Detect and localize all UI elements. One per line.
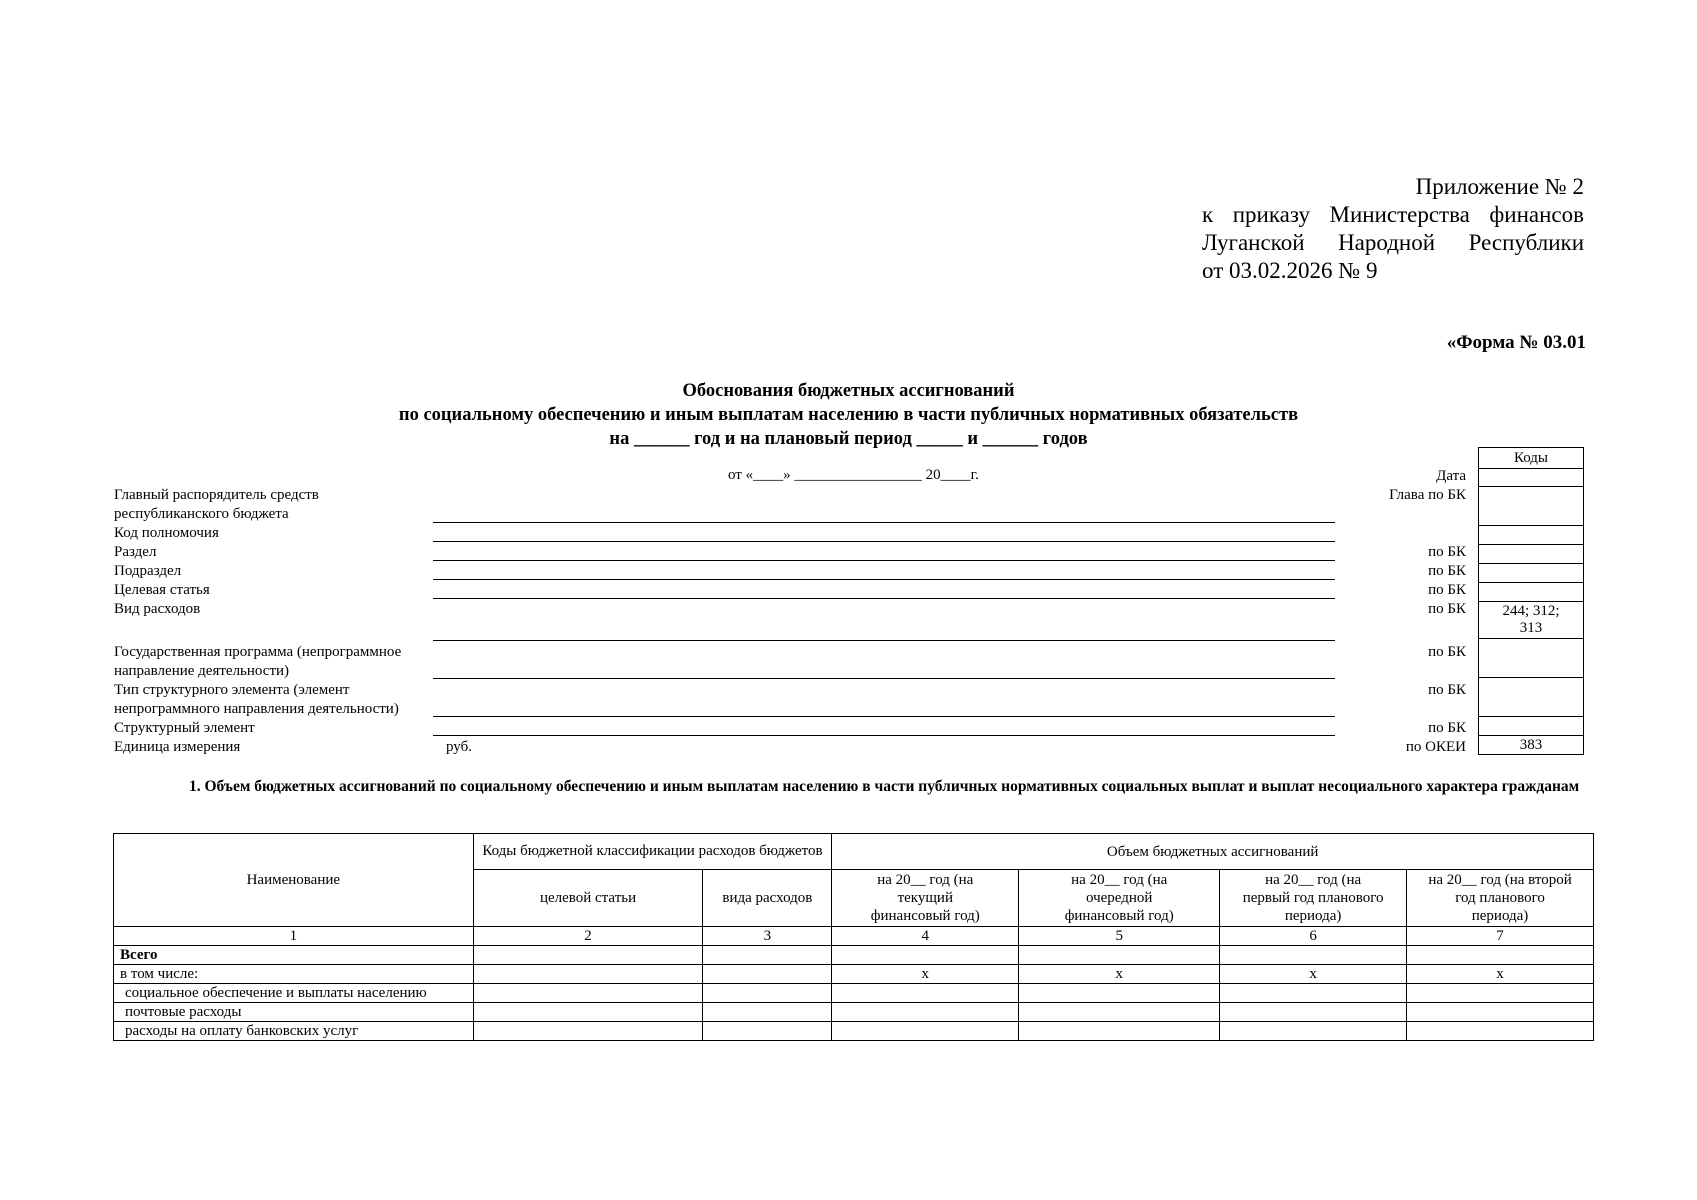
cell[interactable] xyxy=(832,984,1019,1003)
cell[interactable] xyxy=(1019,946,1220,965)
code-cell-chief[interactable] xyxy=(1479,487,1584,526)
cell[interactable]: x xyxy=(1019,965,1220,984)
code-cell-kind[interactable]: 244; 312; 313 xyxy=(1479,602,1584,639)
col-number: 3 xyxy=(703,927,832,946)
table-row xyxy=(114,1022,1594,1041)
cell[interactable] xyxy=(1407,946,1594,965)
unit-value: руб. xyxy=(446,739,472,755)
code-cell-subsection[interactable] xyxy=(1479,564,1584,583)
header-year-next: на 20__ год (на очередной финансовый год) xyxy=(1019,870,1220,927)
table-row xyxy=(114,965,1594,984)
field-line-chief[interactable] xyxy=(433,522,1335,523)
codes-table xyxy=(1478,447,1584,755)
codes-header: Коды xyxy=(1479,448,1584,469)
header-volume-group: Объем бюджетных ассигнований xyxy=(832,834,1594,870)
code-cell-element[interactable] xyxy=(1479,717,1584,736)
section-heading: 1. Объем бюджетных ассигнований по социальному обеспечению и иным выплатам населению в части публичных нормативных социальных выплат и выплат несоциального характера гражданам xyxy=(189,778,1580,795)
cell[interactable] xyxy=(473,1022,703,1041)
right-label-okei: по ОКЕИ xyxy=(1405,739,1466,755)
row-name-postal: почтовые расходы xyxy=(114,1003,474,1022)
header-year-plan-2: на 20__ год (на второй год планового периода) xyxy=(1407,870,1594,927)
cell[interactable] xyxy=(1407,1022,1594,1041)
row-name-including: в том числе: xyxy=(114,965,474,984)
cell[interactable]: x xyxy=(1220,965,1407,984)
table-row xyxy=(114,946,1594,965)
appendix-block xyxy=(1202,173,1584,285)
cell[interactable] xyxy=(1019,1003,1220,1022)
appendix-date-line: от 03.02.2026 № 9 xyxy=(1202,258,1378,283)
code-cell-authority[interactable] xyxy=(1479,526,1584,545)
header-target-article: целевой статьи xyxy=(473,870,703,927)
field-label-program: Государственная программа (непрограммное направление деятельности) xyxy=(114,644,402,679)
cell[interactable] xyxy=(703,965,832,984)
cell[interactable]: x xyxy=(832,965,1019,984)
cell[interactable] xyxy=(1019,1022,1220,1041)
table-row xyxy=(114,1003,1594,1022)
cell[interactable] xyxy=(473,965,703,984)
date-line: от «____» _________________ 20____г. xyxy=(728,467,979,483)
cell[interactable] xyxy=(473,984,703,1003)
cell[interactable] xyxy=(1019,984,1220,1003)
field-label-authority: Код полномочия xyxy=(114,525,219,541)
code-cell-okei[interactable]: 383 xyxy=(1479,736,1584,755)
document-period-line: на ______ год и на плановый период _____ и ______ годов xyxy=(609,429,1088,449)
field-label-subsection: Подраздел xyxy=(114,563,182,579)
right-label-subsection: по БК xyxy=(1428,563,1466,579)
right-label-target: по БК xyxy=(1428,582,1466,598)
code-cell-program[interactable] xyxy=(1479,639,1584,678)
field-label-element: Структурный элемент xyxy=(114,720,255,736)
field-line-target[interactable] xyxy=(433,598,1335,599)
code-cell-target[interactable] xyxy=(1479,583,1584,602)
cell[interactable] xyxy=(1220,984,1407,1003)
form-number: «Форма № 03.01 xyxy=(1446,332,1586,353)
cell[interactable] xyxy=(703,1022,832,1041)
row-name-total: Всего xyxy=(114,946,474,965)
right-label-kind: по БК xyxy=(1428,601,1466,617)
appendix-republic-line: Луганской Народной Республики xyxy=(1202,230,1584,255)
right-label-section: по БК xyxy=(1428,544,1466,560)
header-kind-of-expense: вида расходов xyxy=(703,870,832,927)
cell[interactable] xyxy=(832,1022,1019,1041)
code-cell-element-type[interactable] xyxy=(1479,678,1584,717)
header-year-current: на 20__ год (на текущий финансовый год) xyxy=(832,870,1019,927)
cell[interactable] xyxy=(703,946,832,965)
field-line-element-type[interactable] xyxy=(433,716,1335,717)
header-codes-group: Коды бюджетной классификации расходов бюджетов xyxy=(473,834,832,870)
field-label-chief: Главный распорядитель средств республиканского бюджета xyxy=(114,487,319,522)
field-line-element[interactable] xyxy=(433,735,1335,736)
code-cell-section[interactable] xyxy=(1479,545,1584,564)
col-number: 2 xyxy=(473,927,703,946)
cell[interactable] xyxy=(703,1003,832,1022)
row-name-bank: расходы на оплату банковских услуг xyxy=(114,1022,474,1041)
document-title: Обоснования бюджетных ассигнований xyxy=(682,381,1015,401)
field-line-program[interactable] xyxy=(433,678,1335,679)
right-label-element-type: по БК xyxy=(1428,682,1466,698)
field-line-subsection[interactable] xyxy=(433,579,1335,580)
cell[interactable] xyxy=(1220,946,1407,965)
right-label-program: по БК xyxy=(1428,644,1466,660)
cell[interactable] xyxy=(1407,1003,1594,1022)
document-subtitle: по социальному обеспечению и иным выплатам населению в части публичных нормативных обязательств xyxy=(398,405,1299,425)
cell[interactable] xyxy=(832,946,1019,965)
field-line-authority[interactable] xyxy=(433,541,1335,542)
table-row xyxy=(114,984,1594,1003)
cell[interactable] xyxy=(473,1003,703,1022)
row-name-social: социальное обеспечение и выплаты населению xyxy=(114,984,474,1003)
col-number: 6 xyxy=(1220,927,1407,946)
field-label-section: Раздел xyxy=(114,544,157,560)
code-cell-date[interactable] xyxy=(1479,469,1584,487)
cell[interactable] xyxy=(1220,1003,1407,1022)
right-label-chief: Глава по БК xyxy=(1389,487,1466,503)
appendix-order-line: к приказу Министерства финансов xyxy=(1202,202,1584,227)
header-year-plan-1: на 20__ год (на первый год планового периода) xyxy=(1220,870,1407,927)
cell[interactable] xyxy=(1407,984,1594,1003)
right-label-element: по БК xyxy=(1428,720,1466,736)
header-name: Наименование xyxy=(114,834,474,927)
appendix-title: Приложение № 2 xyxy=(1415,174,1584,199)
field-label-unit: Единица измерения xyxy=(114,739,241,755)
field-label-element-type: Тип структурного элемента (элемент непрограммного направления деятельности) xyxy=(114,682,399,717)
field-line-kind[interactable] xyxy=(433,640,1335,641)
cell[interactable] xyxy=(1220,1022,1407,1041)
field-line-section[interactable] xyxy=(433,560,1335,561)
col-number: 5 xyxy=(1019,927,1220,946)
col-number: 1 xyxy=(114,927,474,946)
field-label-kind: Вид расходов xyxy=(114,601,201,617)
cell[interactable] xyxy=(832,1003,1019,1022)
cell[interactable]: x xyxy=(1407,965,1594,984)
allocations-table xyxy=(113,833,1594,1041)
cell[interactable] xyxy=(473,946,703,965)
date-label: Дата xyxy=(1436,468,1466,484)
field-label-target: Целевая статья xyxy=(114,582,210,598)
cell[interactable] xyxy=(703,984,832,1003)
col-number: 4 xyxy=(832,927,1019,946)
col-number: 7 xyxy=(1407,927,1594,946)
